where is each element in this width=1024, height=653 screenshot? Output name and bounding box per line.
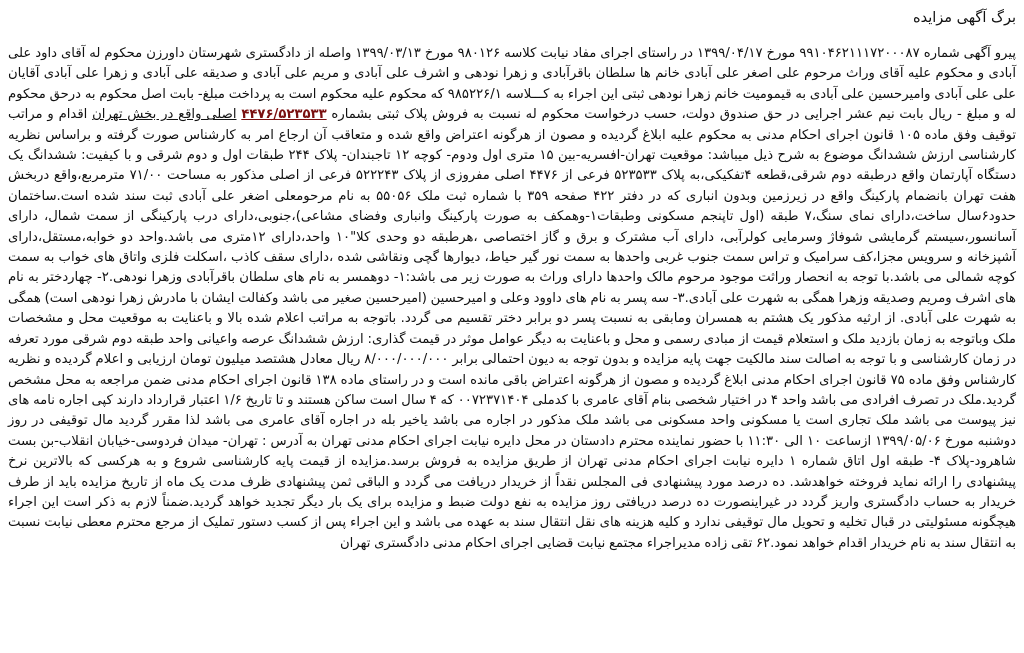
document-title: برگ آگهی مزایده — [913, 10, 1016, 26]
plaque-location: اصلی واقع در بخش تهران — [92, 107, 237, 123]
body-text-part1: پیرو آگهی شماره ۹۹۱۰۴۶۲۱۱۱۷۲۰۰۰۸۷ مورخ ۱۳۹۹/۰۴/۱۷ در راستای اجرای مفاد نیابت کلاسه ۹۸۰۱۲۶ مورخ ۱۳۹۹/۰۳/۱۳ واصله از دادگستری شهرستان داورزن محکوم له آقای داود علی آبادی و محکوم علیه آقای وراث مرحوم علی اصغر علی آبادی خانم ها سلطان باقرآبادی و زهرا نودهی و اشرف علی آبادی و مریم علی آبادی و صدیقه علی آبادی و زهرا علی آبادی آقایان علی علی آبادی وامیرحسین علی آبادی به قیمومیت خانم زهرا نودهی ثبتی این اجراء به کـــلاسه ۹۸۵۲۲۶/۱ که محکوم علیه محکوم است به پرداخت مبلغ- بابت اصل محکوم به درحق محکوم له و مبلغ - ریال بابت نیم عشر اجرایی در حق صندوق دولت، حسب درخواست محکوم له نسبت به فروش پلاک ثبتی بشماره — [8, 46, 1016, 123]
plaque-number: ۴۴۷۶/۵۲۳۵۳۳ — [241, 107, 327, 123]
body-text-part2: اقدام و مراتب توقیف وفق ماده ۱۰۵ قانون اجرای احکام مدنی به محکوم علیه ابلاغ گردیده و مصون از هرگونه اعتراض واقع شده و متعاقب آن ارجاع امر به کارشناس صورت گرفته و براساس نظریه کارشناسی ارزش ششدانگ موضوع به شرح ذیل میباشد: موقعیت تهران-افسریه-بین ۱۵ متری اول ودوم- کوچه ۱۲ تاجبندان- پلاک ۲۴۴ طبقات اول و دوم شرقی و با کیفیت: ششدانگ یک دستگاه آپارتمان واقع درطبقه دوم شرقی،قطعه ۴تفکیکی،به پلاک ۵۲۳۵۳۳ فرعی از ۴۴۷۶ اصلی مفروزی از پلاک ۵۲۲۲۴۳ فرعی از اصلی مذکور به مساحت ۷۱/۰۰ مترمربع،واقع دربخش هفت تهران بانضمام پارکینگ واقع در زیرزمین وبدون انباری که در دفتر ۴۲۲ صفحه ۳۵۹ با شماره ثبت ملک ۵۵۰۵۶ به نام مرحومعلی اضغر علی آبادی ثبت سند شده است.ساختمان حدود۶سال ساخت،دارای نمای سنگ،۷ طبقه (اول تاپنجم مسکونی وطبقات۱-وهمکف به صورت پارکینگ وانباری وفضای مشاعی)،جنوبی،دارای درب پارکینگی از سمت شمال، دارای آسانسور،سیستم گرمایشی شوفاژ وسرمایی کولرآبی، دارای آب مشترک و برق و گاز اختصاصی ،هرطبقه دو وحدی کلا"۱۰ واحد،دارای ۱۲متری می باشد.واحد دو خوابه،مستقل،دارای آشپزخانه و سرویس مجزا،کف سرامیک و تراس سمت جنوب غربی واحدها به سمت نور گیر حیاط، دیوارها گچی ونقاشی شده ،دارای سقف کاذب ،اسکلت فلزی واتاق های خواب به سمت کوچه شمالی می باشد.با توجه به انحصار وراثت موجود مرحوم مالک واحدها دارای وراث به صورت زیر می باشد:۱- دوهمسر به نام های سلطان باقرآبادی وزهرا نودهی.۲- چهاردختر به نام های اشرف ومریم وصدیقه وزهرا همگی به شهرت علی آبادی.۳- سه پسر به نام های داوود وعلی و امیرحسین (امیرحسین صغیر می باشد وکفالت ایشان با مادرش زهرا نودهی است) همگی به شهرت علی آبادی. از ارثیه مذکور یک هشتم به همسران ومابقی به نسبت پسر دو برابر دختر تقسیم می گردد. باتوجه به مراتب اعلام شده بالا و باعنایت به موقعیت محل و مشخصات ملک وباتوجه به زمان بازدید ملک و استعلام قیمت از مبادی رسمی و محل و باعنایت به دیگر عوامل موثر در قیمت گذاری: ارزش ششدانگ عرصه واعیانی واحد طبقه دوم شرقی مورد تعرفه در زمان کارشناسی و با توجه به اصالت سند مالکیت جهت پایه مزایده و بدون توجه به دیون احتمالی برابر ۸/۰۰۰/۰۰۰/۰۰۰ ریال معادل هشتصد میلیون تومان ارزیابی و اعلام گردیده و نظریه کارشناس وفق ماده ۷۵ قانون اجرای احکام مدنی ابلاغ گردیده و مصون از هرگونه اعتراض باقی مانده است و در راستای ماده ۱۳۸ قانون اجرای احکام مدنی ضمن مراجعه به محل مشخص گردید.ملک در تصرف افرادی می باشد واحد ۴ در اختیار شخصی بنام آقای عامری با کدملی ۰۰۷۲۳۷۱۴۰۴ که ۴ سال است ساکن هستند و تا تاریخ ۱/۶ اعتبار قرارداد دارند کپی اجاره نامه های نیز پیوست می باشد ملک تجاری است یا مسکونی واحد مسکونی می باشد ملک مذکور در اجاره می باشد یاخیر بله در اجاره آقای عامری می باشد لذا مقرر گردید مال توقیفی در روز دوشنبه مورخ ۱۳۹۹/۰۵/۰۶ ازساعت ۱۰ الی ۱۱:۳۰ با حضور نماینده محترم دادستان در محل دایره نیابت اجرای احکام مدنی تهران به آدرس : تهران- میدان فردوسی-خیابان انقلاب-بن بست شاهرود-پلاک ۴- طبقه اول اتاق شماره ۱ دایره نیابت اجرای احکام مدنی تهران از طریق مزایده به فروش برسد.مزایده از قیمت پایه کارشناسی شروع و به هرکسی که بالاترین نرخ پیشنهادی را ارائه نماید فروخته خواهدشد. ده درصد مورد پیشنهادی فی المجلس نقداً از خریدار دریافت می گردد و الباقی ثمن پیشنهادی ظرف مدت یک ماه از تاریخ مزایده باید از طرف خریدار به حساب دادگستری واریز گردد در غیراینصورت ده درصد دریافتی روز مزایده به نفع دولت ضبط و مزایده برای یک بار دیگر تجدید خواهد گردید.ضمناً لازم به ذکر است این اجراء هیچگونه مسئولیتی در قبال تخلیه و تحویل مال توقیفی ندارد و کلیه هزینه های نقل انتقال سند به عهده می باشد و این اجراء پس از کسب دستور تملیک از مرجع محترم معطی نیابت نسبت به انتقال سند به نام خریدار اقدام خواهد نمود.۶۲ تقی زاده مدیراجراء مجتمع نیابت قضایی اجرای احکام مدنی دادگستری تهران — [8, 107, 1017, 551]
document-body — [8, 44, 1016, 554]
